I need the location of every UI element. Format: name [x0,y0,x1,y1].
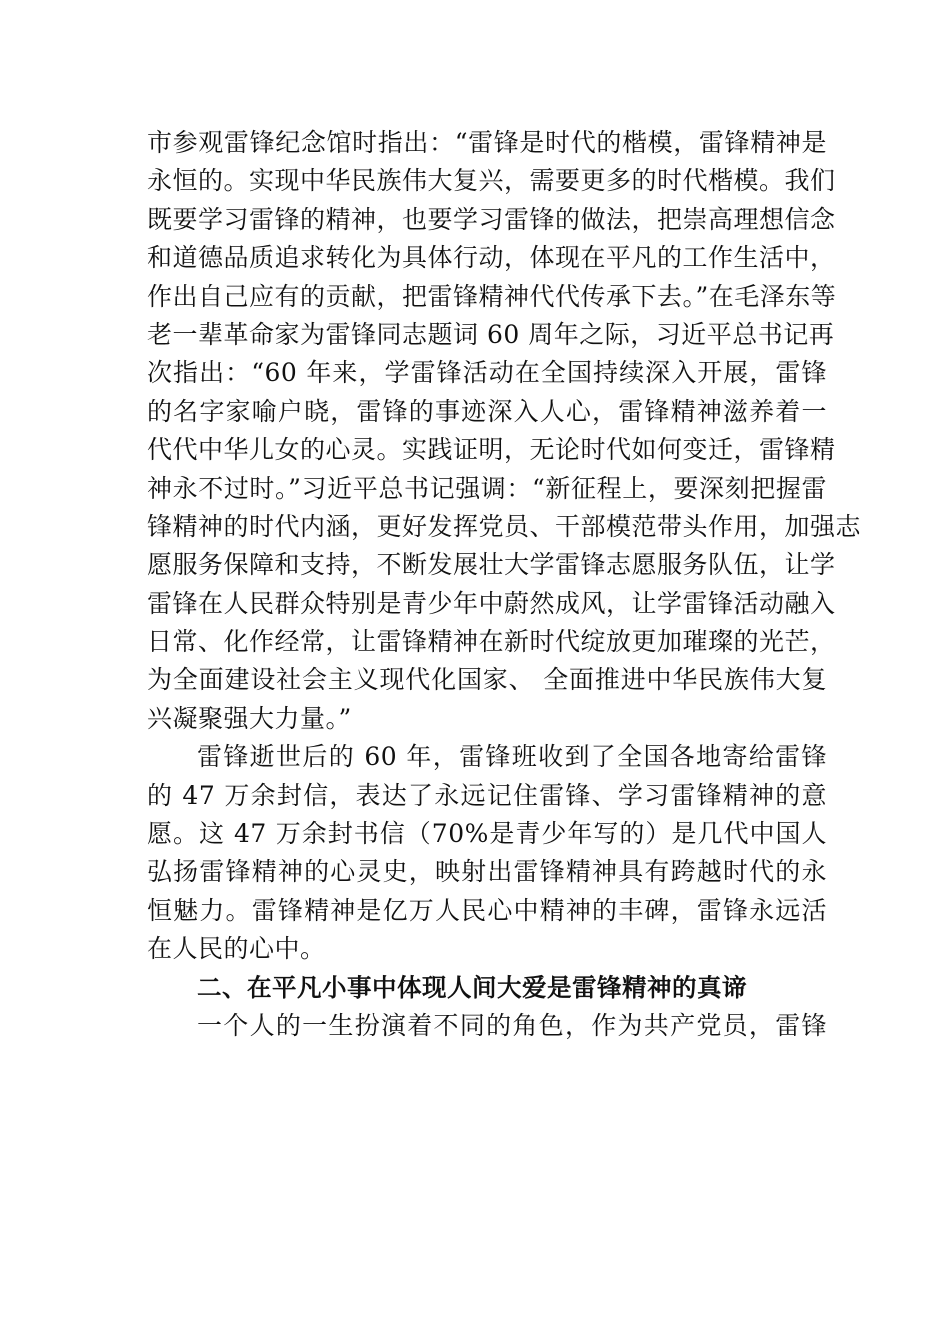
text-line: 的名字家喻户晓，雷锋的事迹深入人心，雷锋精神滋养着一 [147,396,827,426]
text-line: 雷锋逝世后的 60 年，雷锋班收到了全国各地寄给雷锋 [197,742,827,772]
text-line: 愿服务保障和支持，不断发展壮大学雷锋志愿服务队伍，让学 [147,550,836,580]
document-body [147,124,862,1045]
text-line: 神永不过时。”习近平总书记强调：“新征程上，要深刻把握雷 [147,473,827,503]
text-line: 永恒的。实现中华民族伟大复兴，需要更多的时代楷模。我们 [147,166,836,196]
text-line: 弘扬雷锋精神的心灵史，映射出雷锋精神具有跨越时代的永 [147,857,827,887]
paragraph [147,738,827,968]
text-line: 老一辈革命家为雷锋同志题词 60 周年之际，习近平总书记再 [147,319,835,349]
text-line: 锋精神的时代内涵，更好发挥党员、干部模范带头作用，加强志 [147,511,862,541]
text-line: 在人民的心中。 [147,934,326,964]
text-line: 为全面建设社会主义现代化国家、 全面推进中华民族伟大复 [147,665,827,695]
text-line: 和道德品质追求转化为具体行动，体现在平凡的工作生活中， [147,243,836,273]
text-line: 雷锋在人民群众特别是青少年中蔚然成风，让学雷锋活动融入 [147,588,836,618]
text-line: 一个人的一生扮演着不同的角色，作为共产党员，雷锋 [197,1010,827,1040]
text-line: 日常、化作经常，让雷锋精神在新时代绽放更加璀璨的光芒， [147,627,836,657]
text-line: 的 47 万余封信，表达了永远记住雷锋、学习雷锋精神的意 [147,780,827,810]
text-line: 市参观雷锋纪念馆时指出：“雷锋是时代的楷模，雷锋精神是 [147,128,827,157]
text-line: 既要学习雷锋的精神，也要学习雷锋的做法，把崇高理想信念 [147,204,836,234]
text-line: 兴凝聚强大力量。” [147,703,352,733]
text-line: 作出自己应有的贡献，把雷锋精神代代传承下去。”在毛泽东等 [147,281,837,311]
paragraph [147,124,862,738]
text-line: 愿。这 47 万余封书信（70%是青少年写的）是几代中国人 [147,819,827,849]
text-line: 次指出：“60 年来，学雷锋活动在全国持续深入开展，雷锋 [147,358,827,388]
text-line: 代代中华儿女的心灵。实践证明，无论时代如何变迁，雷锋精 [147,435,836,465]
text-line: 恒魅力。雷锋精神是亿万人民心中精神的丰碑，雷锋永远活 [147,895,827,925]
section-heading: 二、在平凡小事中体现人间大爱是雷锋精神的真谛 [197,972,747,1002]
